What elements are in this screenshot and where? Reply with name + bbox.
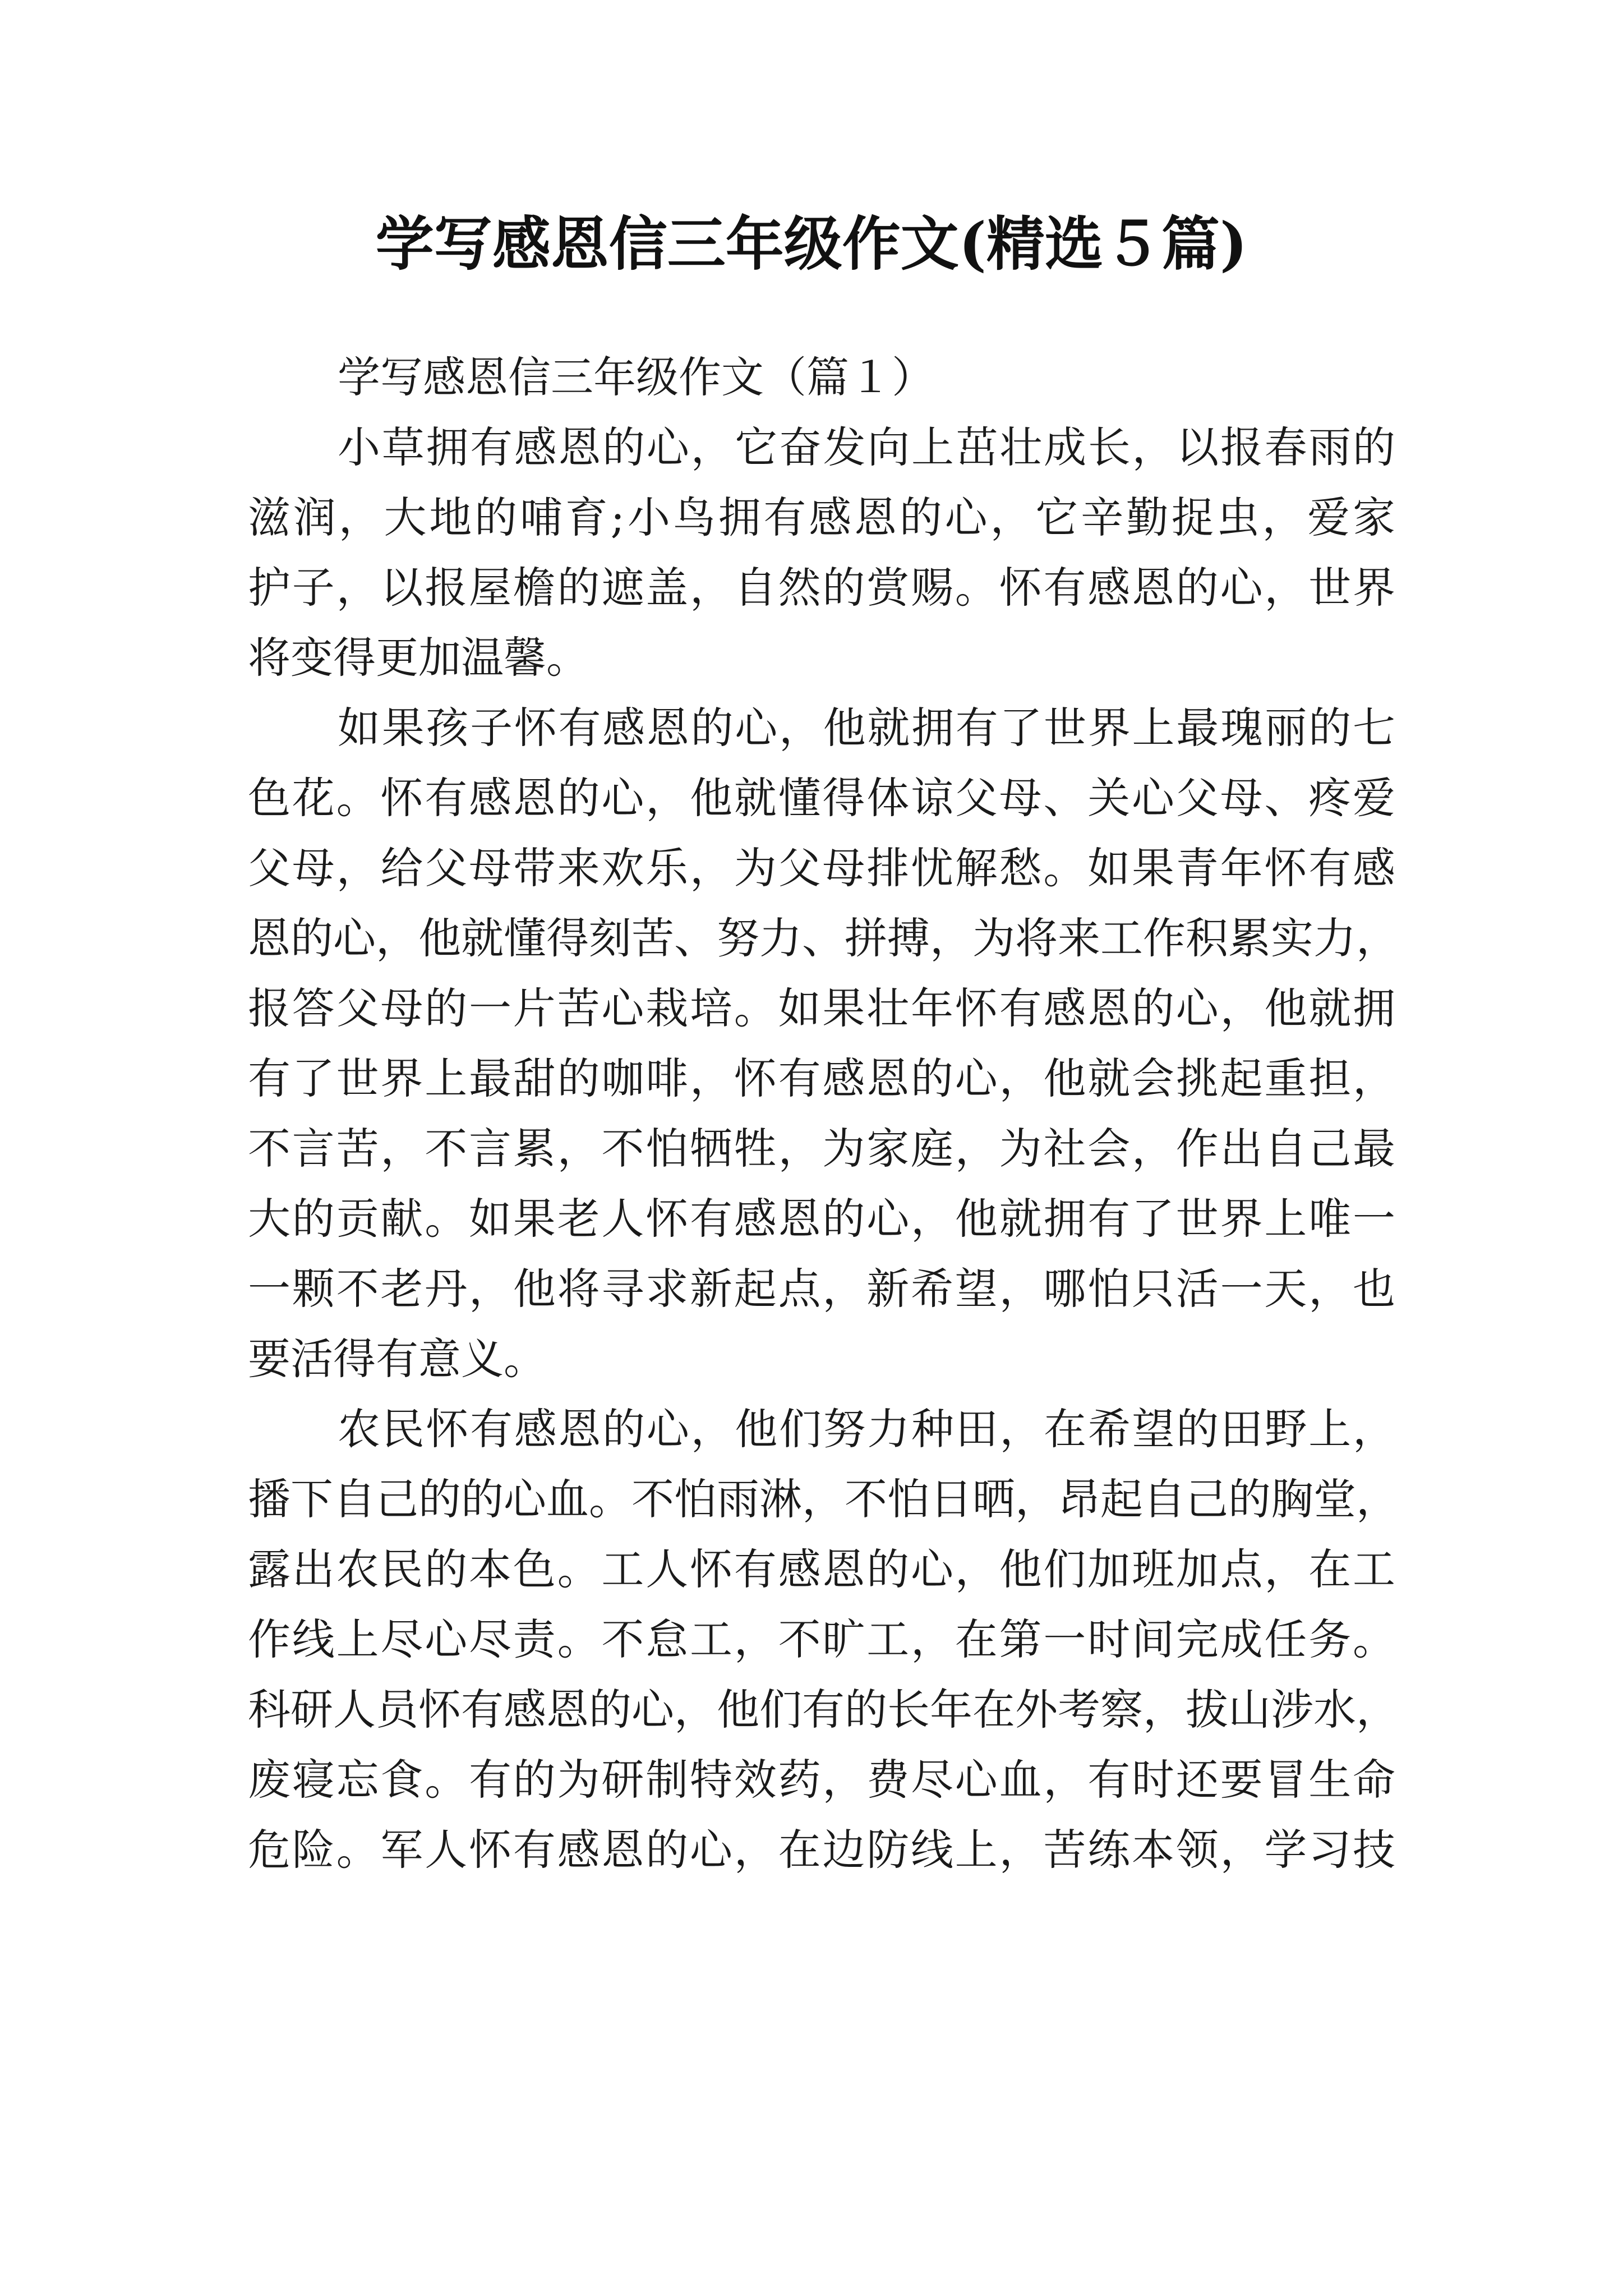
text-line: 如果孩子怀有感恩的心，他就拥有了世界上最瑰丽的七 [338,703,1395,753]
paragraph-1 [248,412,1395,693]
document-body [248,342,1399,1885]
text-line: 恩的心，他就懂得刻苦、努力、拼搏，为将来工作积累实力， [248,913,1399,963]
text-line: 露出农民的本色。工人怀有感恩的心，他们加班加点，在工 [248,1544,1395,1594]
text-line: 不言苦，不言累，不怕牺牲，为家庭，为社会，作出自己最 [248,1124,1395,1174]
text-line: 播下自己的的心血。不怕雨淋，不怕日晒，昂起自己的胸堂， [248,1474,1399,1524]
text-line: 作线上尽心尽责。不怠工，不旷工，在第一时间完成任务。 [248,1614,1395,1664]
text-line: 大的贡献。如果老人怀有感恩的心，他就拥有了世界上唯一 [248,1194,1395,1244]
paragraph-3 [248,1394,1399,1885]
text-line: 将变得更加温馨。 [248,633,589,683]
text-line: 小草拥有感恩的心，它奋发向上茁壮成长，以报春雨的 [338,422,1395,472]
section-heading: 学写感恩信三年级作文（篇１） [338,352,934,402]
text-line: 滋润，大地的哺育;小鸟拥有感恩的心，它辛勤捉虫，爱家 [248,493,1395,542]
text-line: 要活得有意义。 [248,1334,546,1384]
text-line: 一颗不老丹，他将寻求新起点，新希望，哪怕只活一天，也 [248,1264,1395,1314]
text-line: 色花。怀有感恩的心，他就懂得体谅父母、关心父母、疼爱 [248,773,1395,823]
document-title: 学写感恩信三年级作文(精选５篇) [375,209,1248,278]
text-line: 有了世界上最甜的咖啡，怀有感恩的心，他就会挑起重担， [248,1053,1395,1103]
text-line: 护子，以报屋檐的遮盖，自然的赏赐。怀有感恩的心，世界 [248,563,1395,613]
text-line: 父母，给父母带来欢乐，为父母排忧解愁。如果青年怀有感 [248,843,1395,893]
text-line: 农民怀有感恩的心，他们努力种田，在希望的田野上， [338,1404,1395,1454]
text-line: 报答父母的一片苦心栽培。如果壮年怀有感恩的心，他就拥 [248,983,1395,1033]
text-line: 危险。军人怀有感恩的心，在边防线上，苦练本领，学习技 [248,1825,1395,1875]
paragraph-2 [248,693,1399,1394]
text-line: 科研人员怀有感恩的心，他们有的长年在外考察，拔山涉水， [248,1685,1399,1734]
text-line: 废寝忘食。有的为研制特效药，费尽心血，有时还要冒生命 [248,1755,1395,1805]
